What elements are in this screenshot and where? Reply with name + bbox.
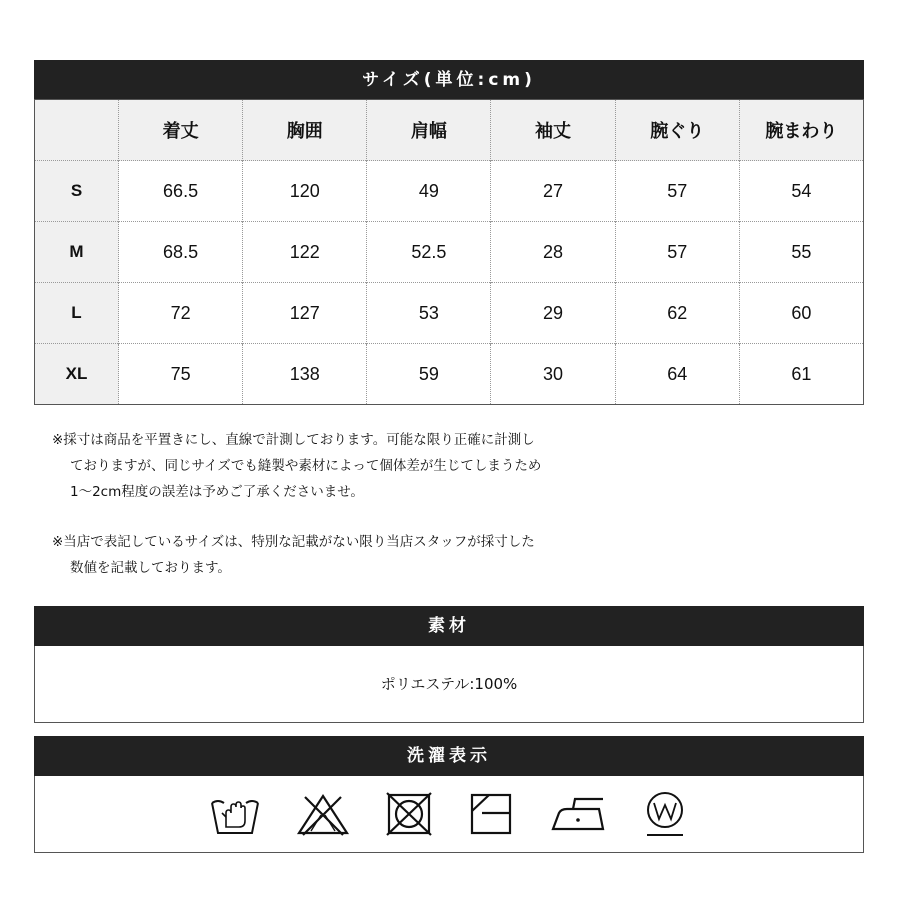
table-cell: 30	[491, 344, 615, 405]
table-cell: 122	[243, 222, 367, 283]
table-header-cell: 腕ぐり	[615, 100, 739, 161]
care-section-title: 洗濯表示	[34, 736, 864, 776]
table-cell: 75	[119, 344, 243, 405]
size-label: S	[35, 161, 119, 222]
table-row	[35, 222, 864, 283]
size-label: L	[35, 283, 119, 344]
table-row	[35, 344, 864, 405]
material-text: ポリエステル:100%	[380, 675, 518, 693]
table-cell: 52.5	[367, 222, 491, 283]
size-section-title: サイズ(単位:cm)	[34, 60, 864, 100]
table-header-cell: 着丈	[119, 100, 243, 161]
table-header-row	[35, 100, 864, 161]
table-cell: 28	[491, 222, 615, 283]
size-table	[34, 99, 864, 405]
note-line: ※当店で表記しているサイズは、特別な記載がない限り当店スタッフが採寸した	[52, 534, 535, 550]
size-label: XL	[35, 344, 119, 405]
table-cell: 66.5	[119, 161, 243, 222]
no-tumble-dry-icon	[385, 791, 433, 837]
no-bleach-icon	[295, 791, 351, 837]
table-header-cell: 腕まわり	[739, 100, 863, 161]
table-cell: 29	[491, 283, 615, 344]
table-cell: 49	[367, 161, 491, 222]
table-cell: 64	[615, 344, 739, 405]
table-cell: 55	[739, 222, 863, 283]
note-line: 数値を記載しております。	[70, 560, 231, 576]
table-cell: 61	[739, 344, 863, 405]
table-header-cell: 肩幅	[367, 100, 491, 161]
note-line: ※採寸は商品を平置きにし、直線で計測しております。可能な限り正確に計測し	[52, 432, 535, 448]
size-label: M	[35, 222, 119, 283]
table-cell: 120	[243, 161, 367, 222]
table-cell: 138	[243, 344, 367, 405]
note-line: 1〜2cm程度の誤差は予めご了承くださいませ。	[70, 484, 364, 500]
table-cell: 27	[491, 161, 615, 222]
table-row	[35, 161, 864, 222]
care-icons-row	[35, 776, 863, 852]
table-header-cell	[35, 100, 119, 161]
table-cell: 127	[243, 283, 367, 344]
note-line: ておりますが、同じサイズでも縫製や素材によって個体差が生じてしまうため	[70, 458, 542, 474]
table-header-cell: 袖丈	[491, 100, 615, 161]
material-section-title: 素材	[34, 606, 864, 646]
table-cell: 59	[367, 344, 491, 405]
table-cell: 57	[615, 222, 739, 283]
care-box	[34, 776, 864, 853]
table-cell: 62	[615, 283, 739, 344]
table-header-cell: 胸囲	[243, 100, 367, 161]
wet-clean-icon	[641, 789, 689, 839]
table-cell: 68.5	[119, 222, 243, 283]
table-cell: 57	[615, 161, 739, 222]
material-box	[34, 646, 864, 723]
table-cell: 60	[739, 283, 863, 344]
iron-low-icon	[549, 791, 607, 837]
table-cell: 54	[739, 161, 863, 222]
table-row	[35, 283, 864, 344]
table-cell: 72	[119, 283, 243, 344]
measurement-note	[52, 427, 541, 505]
size-notation-note	[52, 529, 535, 581]
table-cell: 53	[367, 283, 491, 344]
hand-wash-icon	[209, 791, 261, 837]
shade-dry-icon	[467, 791, 515, 837]
